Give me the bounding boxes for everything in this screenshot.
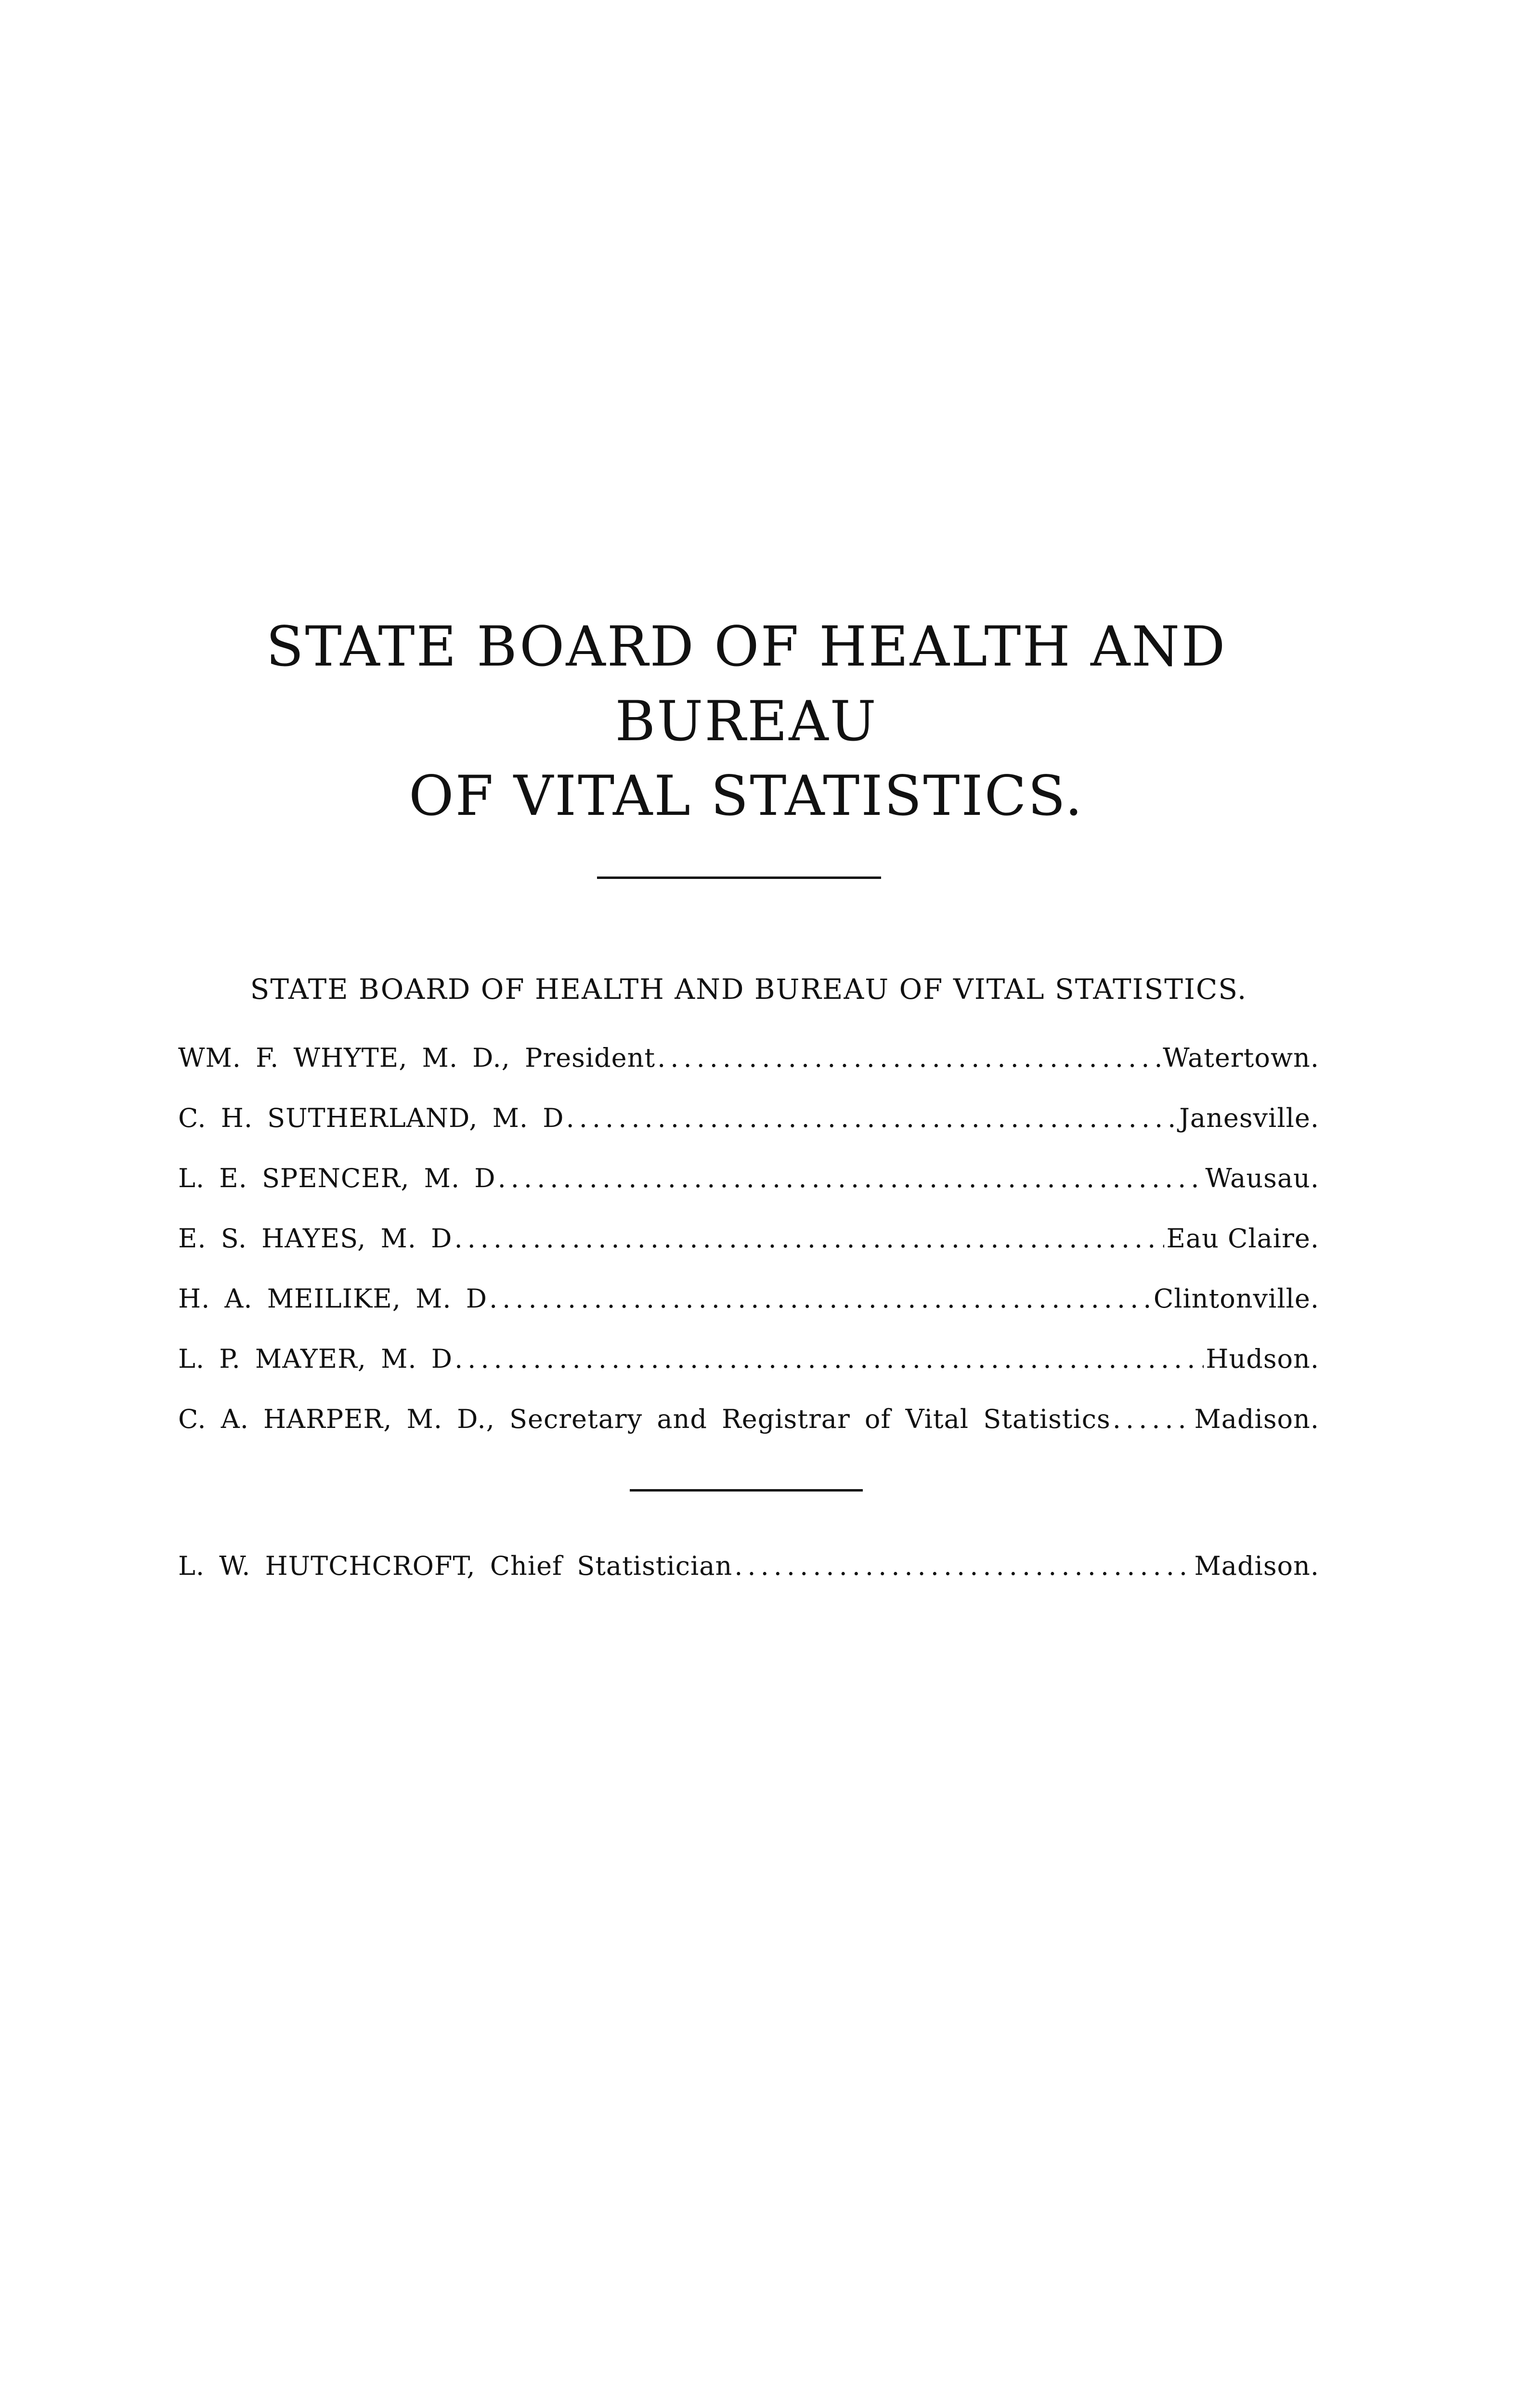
member-row [178, 1344, 1319, 1374]
section-heading: STATE BOARD OF HEALTH AND BUREAU OF VITAL STATISTICS. [250, 973, 1247, 1006]
member-name: C. H. SUTHERLAND, M. D [178, 1103, 564, 1133]
member-location: Wausau. [1205, 1163, 1319, 1193]
member-location: Janesville. [1179, 1103, 1319, 1133]
dot-leader [566, 1103, 1178, 1133]
member-name: WM. F. WHYTE, M. D., President [178, 1043, 656, 1073]
member-name: C. A. HARPER, M. D., Secretary and Registrar of Vital Statistics [178, 1404, 1111, 1434]
member-row [178, 1043, 1319, 1073]
staff-location: Madison. [1194, 1551, 1319, 1581]
member-row [178, 1404, 1319, 1434]
member-name: L. E. SPENCER, M. D [178, 1163, 496, 1193]
member-row [178, 1103, 1319, 1133]
member-location: Eau Claire. [1166, 1223, 1319, 1254]
member-location: Clintonville. [1153, 1283, 1319, 1314]
dot-leader [454, 1223, 1164, 1254]
dot-leader [657, 1043, 1161, 1073]
dot-leader [498, 1163, 1204, 1193]
page-title-line-2: OF VITAL STATISTICS. [409, 764, 1084, 828]
staff-name: L. W. HUTCHCROFT, Chief Statistician [178, 1551, 733, 1581]
member-name: L. P. MAYER, M. D [178, 1344, 453, 1374]
member-row [178, 1283, 1319, 1314]
dot-leader [734, 1551, 1192, 1581]
dot-leader [1113, 1404, 1193, 1434]
member-name: E. S. HAYES, M. D [178, 1223, 453, 1254]
staff-row [178, 1551, 1319, 1581]
member-row [178, 1223, 1319, 1254]
member-location: Madison. [1194, 1404, 1319, 1434]
divider-rule [630, 1489, 863, 1492]
page-title-line-1: STATE BOARD OF HEALTH AND BUREAU [266, 615, 1227, 753]
member-row [178, 1163, 1319, 1193]
page-title [164, 609, 1329, 833]
member-name: H. A. MEILIKE, M. D [178, 1283, 487, 1314]
dot-leader [489, 1283, 1152, 1314]
member-location: Hudson. [1206, 1344, 1319, 1374]
divider-rule [597, 877, 881, 879]
dot-leader [455, 1344, 1204, 1374]
member-location: Watertown. [1163, 1043, 1319, 1073]
